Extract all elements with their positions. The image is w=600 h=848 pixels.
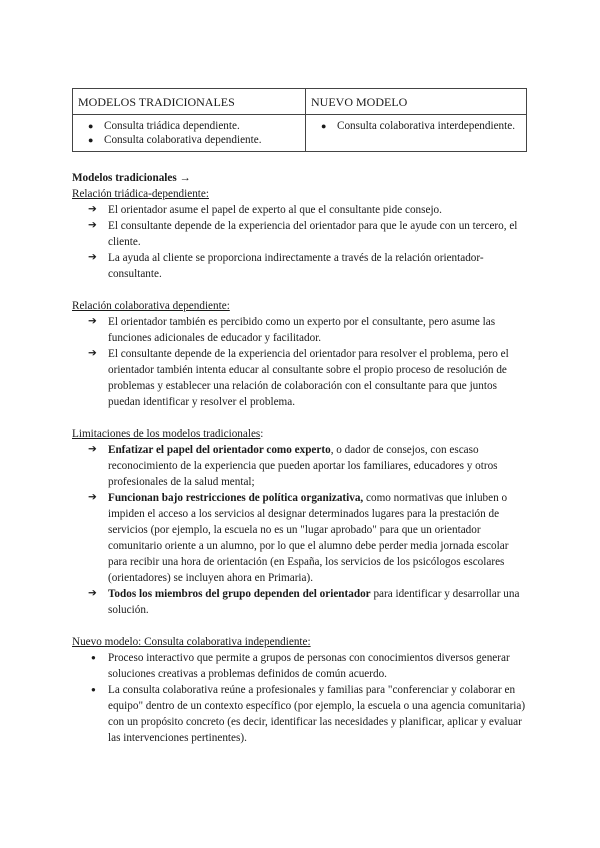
list-item: ➔ El orientador también es percibido como un experto por el consultante, pero asume las funciones adicionales de educador y facilitador. — [88, 316, 496, 344]
arrow-bullet-icon: ➔ — [88, 492, 97, 503]
table-cell-traditional — [73, 115, 306, 152]
collaborative-list — [72, 314, 530, 410]
list-item: ● Proceso interactivo que permite a grupos de personas con conocimientos diversos generar soluciones creativas a problemas definidos de común acuerdo. — [91, 652, 510, 680]
arrow-bullet-icon: ➔ — [88, 316, 97, 327]
limitations-list — [72, 442, 530, 618]
table-cell-new — [306, 115, 527, 152]
bullet-icon: ● — [91, 653, 96, 662]
list-item: ➔ El consultante depende de la experiencia del orientador para resolver el problema, pero el orientador también intenta educar al consultante sobre el propio proceso de resolución de problemas y establecer una relación de colaboración con el consultante para que juntos puedan identificar y resolver el problema. — [88, 348, 509, 408]
list-item: ● Consulta colaborativa interdependiente. — [325, 119, 521, 133]
bullet-icon: ● — [91, 685, 96, 694]
table-header-traditional: MODELOS TRADICIONALES — [73, 89, 306, 115]
arrow-bullet-icon: ➔ — [88, 444, 97, 455]
arrow-bullet-icon: ➔ — [88, 252, 97, 263]
table-header-row — [73, 89, 527, 115]
arrow-bullet-icon: ➔ — [88, 348, 97, 359]
arrow-bullet-icon: ➔ — [88, 204, 97, 215]
list-item: ➔ El orientador asume el papel de experto al que el consultante pide consejo. — [88, 204, 442, 216]
list-item: ● Consulta triádica dependiente. — [92, 119, 300, 133]
list-item: ➔ Enfatizar el papel del orientador como experto, o dador de consejos, con escaso reconocimiento de la experiencia que pueden aportar los familiares, educadores y otros profesionales de la salud mental; — [88, 444, 498, 488]
list-item: ● Consulta colaborativa dependiente. — [92, 133, 300, 147]
subsection-title-limitations: Limitaciones de los modelos tradicionales: — [72, 428, 264, 440]
triadic-list — [72, 202, 530, 282]
arrow-bullet-icon: ➔ — [88, 220, 97, 231]
subsection-title-triadic: Relación triádica-dependiente: — [72, 188, 209, 200]
comparison-table — [72, 88, 527, 152]
section-heading: Modelos tradicionales → — [72, 172, 191, 184]
list-item: ➔ Todos los miembros del grupo dependen del orientador para identificar y desarrollar una solución. — [88, 588, 520, 616]
list-item: ➔ Funcionan bajo restricciones de política organizativa, como normativas que inluben o impiden el acceso a los servicios al designar determinados lugares para la prestación de servicios (por ejemplo, la escuela no es un "lugar aprobado" para que un orientador comunitario oriente a un alumno, por lo que el alumno debe perder media jornada escolar para recibir una hora de orientación (en España, los servicios de los psicólogos escolares (orientadores) se incluyen ahora en Primaria). — [88, 492, 509, 584]
table-body-row — [73, 115, 527, 152]
list-item: ➔ El consultante depende de la experiencia del orientador para que le ayude con un tercero, el cliente. — [88, 220, 518, 248]
subsection-title-new-model: Nuevo modelo: Consulta colaborativa independiente: — [72, 636, 311, 648]
list-item: ● La consulta colaborativa reúne a profesionales y familias para "conferenciar y colaborar en equipo" dentro de un contexto específico (por ejemplo, la escuela o una agencia comunitaria) con un propósito concreto (es decir, identificar las necesidades y planificar, aplicar y evaluar las intervenciones pertinentes). — [91, 684, 526, 744]
table-header-new: NUEVO MODELO — [306, 89, 527, 115]
subsection-title-collaborative: Relación colaborativa dependiente: — [72, 300, 230, 312]
new-model-list — [72, 650, 530, 746]
arrow-bullet-icon: ➔ — [88, 588, 97, 599]
list-item: ➔ La ayuda al cliente se proporciona indirectamente a través de la relación orientador-consultante. — [88, 252, 484, 280]
document-body — [72, 170, 530, 746]
